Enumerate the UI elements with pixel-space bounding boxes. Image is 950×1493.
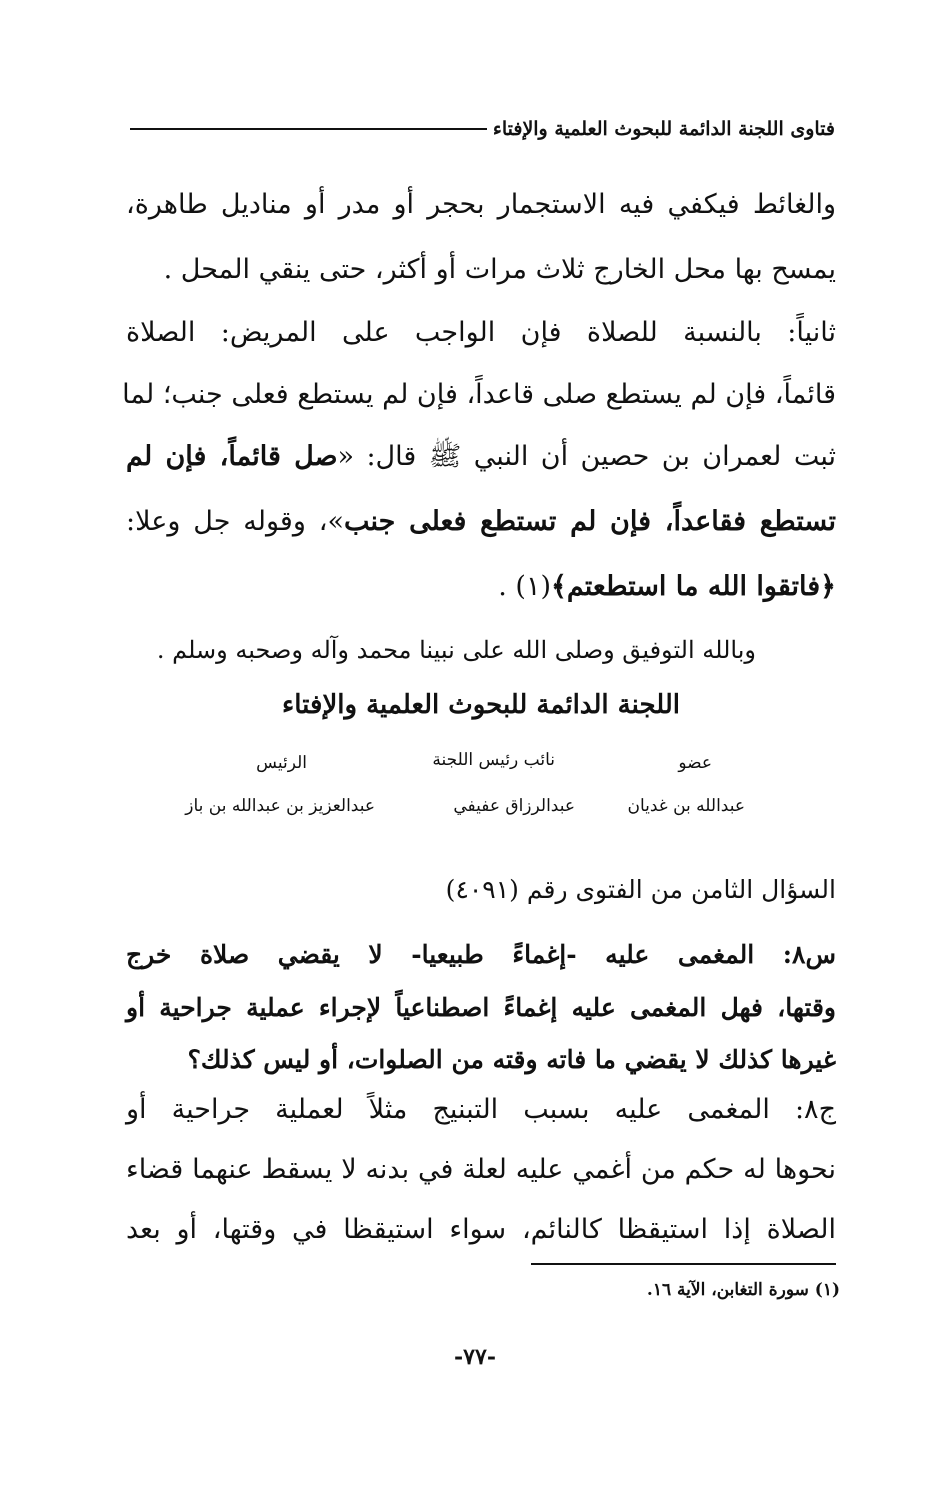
body-line-2: يمسح بها محل الخارج ثلاث مرات أو أكثر، حتى ينقي المحل . bbox=[163, 254, 836, 285]
question-line-2: وقتها، فهل المغمى عليه إغماءً اصطناعياً لإجراء عملية جراحية أو bbox=[126, 993, 836, 1022]
role-member: عضو bbox=[678, 753, 712, 773]
body-line-6-text: »، وقوله جل وعلا: bbox=[126, 506, 345, 537]
answer-line-2: نحوها له حكم من أغمي عليه لعلة في بدنه لا يسقط عنهما قضاء bbox=[126, 1154, 836, 1185]
answer-line-1: ج٨: المغمى عليه بسبب التبنيج مثلاً لعملية جراحية أو bbox=[126, 1094, 836, 1125]
question-line-3: غيرها كذلك لا يقضي ما فاته وقته من الصلوات، أو ليس كذلك؟ bbox=[187, 1045, 836, 1074]
question-line-1: س٨: المغمى عليه -إغماءً طبيعيا- لا يقضي صلاة خرج bbox=[126, 940, 836, 969]
footnote-marker: (١) . bbox=[498, 571, 551, 602]
running-header bbox=[130, 112, 835, 146]
hadith-text-start: صل قائماً، فإن لم bbox=[126, 441, 338, 472]
body-line-3: ثانياً: بالنسبة للصلاة فإن الواجب على المريض: الصلاة bbox=[126, 317, 836, 348]
name-chairman: عبدالعزيز بن عبدالله بن باز bbox=[185, 796, 375, 816]
header-title: فتاوى اللجنة الدائمة للبحوث العلمية والإفتاء bbox=[492, 118, 835, 140]
body-line-5-text: ثبت لعمران بن حصين أن النبي ﷺ قال: « bbox=[337, 441, 836, 472]
body-line-1: والغائط فيكفي فيه الاستجمار بحجر أو مدر أو مناديل طاهرة، bbox=[126, 189, 836, 220]
body-line-7 bbox=[126, 567, 836, 607]
committee-name: اللجنة الدائمة للبحوث العلمية والإفتاء bbox=[282, 690, 680, 720]
footnote: (١) سورة التغابن، الآية ١٦. bbox=[646, 1280, 840, 1300]
footnote-rule bbox=[531, 1263, 836, 1265]
question-heading: السؤال الثامن من الفتوى رقم (٤٠٩١) bbox=[445, 875, 836, 904]
hadith-text-end: تستطع فقاعداً، فإن لم تستطع فعلى جنب bbox=[344, 506, 836, 537]
role-chairman: الرئيس bbox=[256, 753, 307, 773]
closing-line: وبالله التوفيق وصلى الله على نبينا محمد وآله وصحبه وسلم . bbox=[156, 636, 756, 664]
page-number: -٧٧- bbox=[454, 1344, 496, 1370]
body-line-5 bbox=[126, 437, 836, 477]
body-line-6 bbox=[126, 502, 836, 542]
header-rule bbox=[130, 128, 487, 130]
body-line-4: قائماً، فإن لم يستطع صلى قاعداً، فإن لم يستطع فعلى جنب؛ لما bbox=[122, 379, 836, 410]
role-deputy: نائب رئيس اللجنة bbox=[432, 750, 555, 770]
answer-line-3: الصلاة إذا استيقظا كالنائم، سواء استيقظا في وقتها، أو بعد bbox=[126, 1214, 836, 1245]
quran-verse: ﴿فاتقوا الله ما استطعتم﴾ bbox=[551, 571, 836, 602]
name-member: عبدالله بن غديان bbox=[627, 796, 745, 816]
name-deputy: عبدالرزاق عفيفي bbox=[453, 796, 575, 816]
